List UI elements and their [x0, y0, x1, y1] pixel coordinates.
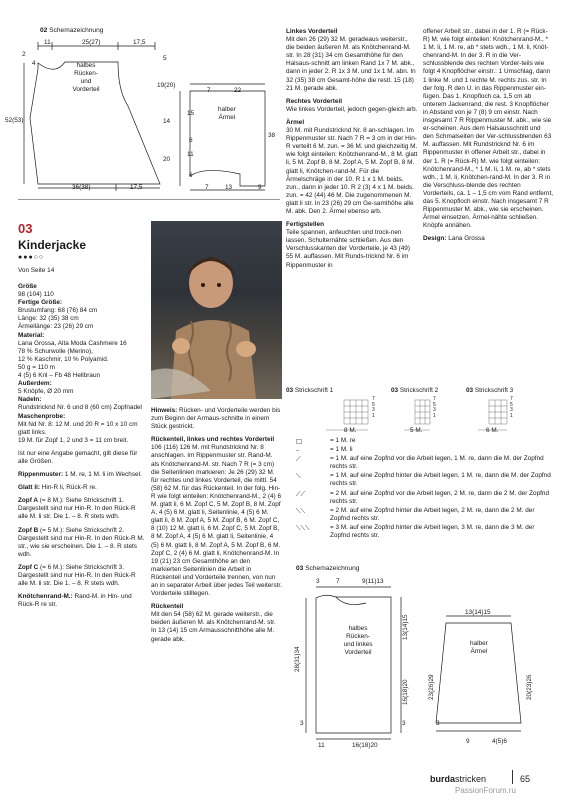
- footer-divider: [512, 770, 513, 784]
- text-paragraph: 106 (116) 126 M. mit Rundstricknd Nr. 8 anschlagen. Im Rippenmuster str. Rand-M. als Knötchenrand-M. str. Nach 7 R (= 3 cm) die Seitenlinien markieren: Je 26 (29) 32 M. für rechtes und linkes Vorderteil, die mittl. 54 (58) 62 M. für das Rückenteil. In der folg. Hin-R wie folgt einteilen: Knötchenrand-M., 2 (4) 6 M. glatt li, 6 M. Zopf C, 5 M. Zopf B, 8 M. Zopf A, 4 (5) 6 M. glatt li, Seitenlinie, 4 (5) 6 M. glatt li, 8 M. Zopf A, 5 M. Zopf B, 6 M. Zopf C, 8 (10) 12 M. glatt li, 6 M. Zopf C, 5 M. Zopf B, 8 M. Zopf A, 4 (5) 6 M. glatt li, Seitenlinie, 4 (5) 6 M. glatt li, 8 M. Zopf A, 5 M. Zopf B, 6 M. Zopf C, 2 (4) 6 M. glatt li, Knötchenrand-M. In 19 (21) 23 cm Gesamthöhe an den markierten Seitenlinien die Arbeit in Rückenteil und Vorderteile trennen, von nun an in separater Arbeit über jedes Teil weiterstr. Vorderteile stilllegen.: [151, 444, 282, 598]
- middle-column: [151, 407, 282, 644]
- watermark: PassionForum.ru: [455, 786, 516, 795]
- dim-label: 13(14)15: [402, 614, 409, 640]
- text-paragraph: Außerdem:: [18, 380, 52, 388]
- section-divider: [18, 199, 280, 200]
- dim-label: 3: [402, 720, 406, 727]
- page-reference: Von Seite 14: [18, 267, 55, 274]
- article-number: 03: [18, 221, 33, 236]
- dim-label: 9: [466, 738, 470, 745]
- page-number: 65: [520, 774, 531, 784]
- right-column-b: [423, 28, 553, 243]
- text-paragraph: 78 % Schurwolle (Merino),: [18, 347, 93, 355]
- dim-label: 11: [187, 151, 194, 158]
- text-paragraph: 12 % Kaschmir, 10 % Polyamid.: [18, 355, 109, 363]
- dim-label: 11: [318, 742, 325, 749]
- dim-label: 4(5)6: [492, 738, 507, 745]
- footer-brand: burdastricken: [430, 774, 487, 784]
- symbol-legend: [296, 437, 556, 541]
- text-paragraph: Teile spannen, anfeuchten und trock-nen lassen. Schulternähte schließen. Aus den Verschlusskanten der Vorderteile, je 43 (49) 55 M. auffassen. Mit Runds-tricknd Nr. 6 im Rippenmuster in: [286, 229, 410, 269]
- chart-3-width: 6 M.: [486, 427, 499, 434]
- dim-label: 3: [436, 720, 440, 727]
- schema02-title: 02 Schemazeichnung: [40, 27, 104, 34]
- legend-symbol-icon: ⟍⟍⟍: [296, 523, 310, 532]
- legend-row: [296, 472, 556, 488]
- text-paragraph: Lana Grossa, Alta Moda Cashmere 16: [18, 339, 127, 347]
- dim-label: 52(53): [5, 117, 24, 124]
- piece-label: halbes Rücken- und linkes Vorderteil: [343, 625, 373, 657]
- dim-label: 25(27): [82, 39, 101, 46]
- legend-symbol-icon: ⟋⟋: [296, 489, 305, 498]
- dim-label: 20: [163, 156, 171, 163]
- text-paragraph: Design: Lana Grossa: [423, 235, 485, 243]
- chart-2-width: 5 M.: [410, 427, 423, 434]
- dim-label: 17,5: [133, 39, 146, 46]
- dim-label: 22: [234, 87, 242, 94]
- text-paragraph: 98 (104) 110: [18, 291, 54, 299]
- text-paragraph: 4 (5) 6 Knl – Fb 48 Hellbraun: [18, 372, 101, 380]
- legend-text: = 2 M. auf eine Zopfnd vor die Arbeit legen, 2 M. re, dann die 2 M. der Zopfnd rechts str.: [330, 489, 550, 505]
- text-paragraph: Maschenprobe:: [18, 412, 66, 420]
- chart-3-rows: 7 5 3 1: [510, 396, 513, 419]
- dim-label: 6: [189, 172, 193, 179]
- right-column-a: [286, 28, 418, 270]
- dim-label: 7: [207, 87, 211, 94]
- text-paragraph: Rechtes Vorderteil: [286, 97, 342, 105]
- difficulty-rating: ●●●○○: [18, 254, 45, 261]
- legend-row: [296, 490, 556, 506]
- text-paragraph: Zopf C (= 6 M.): Siehe Strickschrift 3. Dargestellt sind nur Hin-R. In den Rück-R alle M. li str. Die 1. – 8. R stets wdh.: [18, 563, 136, 588]
- dim-label: 13(14)15: [465, 609, 491, 616]
- text-paragraph: Material:: [18, 331, 45, 339]
- dim-label: 28(31)34: [294, 646, 301, 672]
- legend-text: = 3 M. auf eine Zopfnd hinter die Arbeit legen, 3 M. re, dann die 3 M. der Zopfnd rechts str.: [330, 523, 535, 540]
- dim-label: 7: [205, 184, 209, 191]
- text-paragraph: 19 M. für Zopf 1, 2 und 3 = 11 cm breit.: [18, 436, 129, 444]
- legend-row: [296, 455, 556, 471]
- dim-label: 4: [32, 60, 36, 67]
- dim-label: 2: [22, 51, 26, 58]
- text-paragraph: Länge: 32 (35) 38 cm: [18, 315, 79, 323]
- legend-row: [296, 437, 556, 445]
- text-paragraph: Rippenmuster: 1 M. re, 1 M. li im Wechsel.: [18, 471, 142, 479]
- piece-label: halber Ärmel: [470, 640, 488, 656]
- chart-1-title: 03 Strickschrift 1: [286, 387, 334, 394]
- text-paragraph: Mit den 54 (58) 62 M. gerade weiterstr., die beiden äußeren M. als Knötchenrand-M. str. In 13 (14) 15 cm Armausschnitthöhe alle M. gerade abk.: [151, 611, 276, 643]
- dim-label: 15: [187, 110, 195, 117]
- child-illustration: [151, 221, 282, 399]
- dim-label: 7: [336, 578, 340, 585]
- chart-1-width: 8 M.: [344, 427, 357, 434]
- text-paragraph: Fertigstellen: [286, 221, 324, 229]
- text-paragraph: Brustumfang: 68 (76) 84 cm: [18, 307, 98, 315]
- legend-symbol-icon: ⟋: [296, 455, 301, 464]
- legend-row: [296, 446, 556, 454]
- schema03-drawing: [286, 573, 556, 753]
- left-column: [18, 283, 146, 609]
- dim-label: 5: [163, 55, 167, 62]
- article-title: Kinderjacke: [18, 238, 87, 252]
- text-paragraph: Größe: [18, 283, 37, 290]
- chart-3-title: 03 Strickschrift 3: [466, 387, 514, 394]
- text-paragraph: Linkes Vorderteil: [286, 28, 338, 35]
- text-paragraph: 30 M. mit Rundstricknd Nr. 8 an-schlagen. Im Rippenmuster str. Nach 7 R = 3 cm in der Hin-R verteilt 6 M. zun. = 36 M. und gleichzeitig M. wie folgt einteilen: Knötchenrand-M., 8 M. glatt li, 5 M. Zopf B, 8 M. Zopf A, 5 M. Zopf B, 8 M. glatt li, Knötchen-rand-M. Für die Ärmelschräge in der 10. R 1 x 1 M. beids. zun., dann in jeder 10. R 2 (3) 4 x 1 M. beids. zun. = 42 (44) 46 M. Die zugenommenen M. glatt li str. In 23 (26) 29 cm Ge-samthöhe alle M. abk. Den 2. Ärmel ebenso arb.: [286, 127, 418, 215]
- legend-symbol-icon: ⟍⟍: [296, 506, 305, 515]
- chart-2-rows: 7 5 3 1: [433, 396, 436, 419]
- legend-text: = 1 M. li: [330, 446, 353, 454]
- piece-label: halbes Rücken- und Vorderteil: [72, 62, 100, 94]
- text-paragraph: Glatt li: Hin-R li, Rück-R re.: [18, 484, 97, 492]
- dim-label: 16(18)20: [352, 742, 378, 749]
- text-paragraph: Zopf A (= 8 M.): Siehe Strickschrift 1. Dargestellt sind nur Hin-R. In den Rück-R alle M. li str. Die 1. – 8. R stets wdh.: [18, 497, 136, 521]
- text-paragraph: Rundstricknd Nr. 6 und 8 (60 cm) Zopfnadel: [18, 404, 142, 412]
- text-paragraph: Rückenteil, linkes und rechtes Vorderteil: [151, 436, 275, 444]
- dim-label: 11: [44, 39, 51, 46]
- legend-text: = 1 M. auf eine Zopfnd vor die Arbeit legen, 1 M. re, dann die M. der Zopfnd rechts str.: [330, 455, 544, 471]
- text-paragraph: Zopf B (= 5 M.): Siehe Strickschrift 2. Dargestellt sind nur Hin-R. In den Rück-R M. str., wie sie erscheinen. Die 1. – 8. R stets wdh.: [18, 526, 145, 558]
- text-paragraph: Mit den 26 (29) 32 M. geradeaus weiterstr., die beiden äußeren M. als Knötchenrand-M. str. In 28 (31) 34 cm Gesamthöhe für den Halsaus-schnitt am linken Rand 1x 7 M. abk., dann in jeder 2. R 1x 3 M. und 1x 1 M. abn. In 32 (35) 38 cm Gesamt-höhe die restl. 15 (18) 21 M. gerade abk.: [286, 36, 416, 92]
- dim-label: 6: [189, 137, 193, 144]
- dim-label: 36(38): [72, 184, 91, 191]
- dim-label: 20(23)26: [526, 674, 533, 700]
- legend-row: [296, 507, 556, 523]
- dim-label: 19(20): [157, 82, 176, 89]
- schema02-drawing: [0, 36, 280, 196]
- schema03-title: 03 Schemazeichnung: [296, 565, 360, 572]
- dim-label: 13: [225, 184, 233, 191]
- text-paragraph: 5 Knöpfe, Ø 20 mm: [18, 388, 74, 396]
- legend-text: = 1 M. auf eine Zopfnd hinter die Arbeit legen, 1 M. re, dann die M. der Zopfnd rechts str.: [330, 472, 551, 488]
- dim-label: 3: [300, 720, 304, 727]
- dim-label: 14: [163, 118, 171, 125]
- legend-row: [296, 524, 556, 540]
- legend-text: = 2 M. auf eine Zopfnd hinter die Arbeit legen, 2 M. re, dann die 2 M. der Zopfnd rechts str.: [330, 506, 535, 522]
- text-paragraph: Ist nur eine Angabe gemacht, gilt diese für alle Größen.: [18, 449, 138, 465]
- text-paragraph: Hinweis: Rücken- und Vorderteile werden bis zum Beginn der Armaus-schnitte in einem Stück gestrickt.: [151, 407, 281, 431]
- legend-text: = 1 M. re: [330, 437, 356, 444]
- text-paragraph: Fertige Größe:: [18, 299, 63, 307]
- text-paragraph: Mit Nd Nr. 8: 12 M. und 20 R = 10 x 10 cm glatt links.: [18, 420, 138, 436]
- legend-symbol-icon: –: [296, 446, 300, 455]
- chart-1-rows: 7 5 3 1: [372, 396, 375, 419]
- piece-label: halber Ärmel: [218, 106, 236, 122]
- text-paragraph: Rückenteil: [151, 603, 184, 611]
- chart-2-title: 03 Strickschrift 2: [391, 387, 439, 394]
- text-paragraph: Knötchenrand-M.: Rand-M. in Hin- und Rück-R re str.: [18, 593, 132, 609]
- legend-symbol-icon: ⟍: [296, 472, 301, 481]
- text-paragraph: offener Arbeit str., dabei in der 1. R (= Rück-R) M. wie folgt einteilen: Knötchenrand-M., * 1 M. li, 1 M. re, ab * stets wdh., 1 M. li, Knöt-chenrand-M. In der 3. R in die Ver-schlussblende des rechten Vorder-teils wie folgt 4 Knopflöcher einstr.: 1 Umschlag, dann 1 linke M. und 1 rechte M. rechts zus. str. In der folg. R den U. in das Rippenmuster ein-fügen. Das 1. Knopfloch ca. 1,5 cm ab unterem Jackenrand, die rest. 3 Knopflöcher in Abstand von je 7 (8) 9 cm einstr. Nach insgesamt 7 R Rippenmuster M. abk., wie sie er-scheinen. Aus dem Halsausschnitt und den Schmalseiten der Ver-schlussblenden 63 M. auffassen. Mit Rundstricknd Nr. 6 im Rippenmuster in offener Arbeit str., dabei in der 1. R (= Rück-R) M. wie folgt einteilen: Knötchenrand-M., * 1 M. li, 1 M. re, ab * stets wdh., 1 M. li, Knötchen-rand-M. In der 3. R in die Verschluss-blende des rechten Vorderteils, ca. 1 – 1,5 cm vom Rand entfernt, das 5. Knopfloch einstr. Nach insgesamt 7 R Rippenmuster M. abk., wie sie erscheinen. Ärmel einsetzen. Ärmel-nähte schließen. Knöpfe annähen.: [423, 28, 554, 230]
- dim-label: 17,5: [130, 184, 143, 191]
- dim-label: 23(26)29: [428, 674, 435, 700]
- child-photo: [151, 221, 282, 399]
- dim-label: 38: [268, 132, 276, 139]
- text-paragraph: Nadeln:: [18, 396, 42, 404]
- dim-label: 16(18)20: [402, 679, 409, 705]
- text-paragraph: Ärmel: [286, 118, 305, 126]
- text-paragraph: 50 g = 110 m: [18, 363, 56, 371]
- dim-label: 9(11)13: [362, 578, 384, 585]
- dim-label: 3: [316, 578, 320, 585]
- legend-symbol-icon: □: [296, 437, 303, 445]
- text-paragraph: Wie linkes Vorderteil, jedoch gegen-gleich arb.: [286, 105, 418, 113]
- text-paragraph: Ärmellänge: 23 (26) 29 cm: [18, 323, 94, 331]
- dim-label: 9: [258, 184, 262, 191]
